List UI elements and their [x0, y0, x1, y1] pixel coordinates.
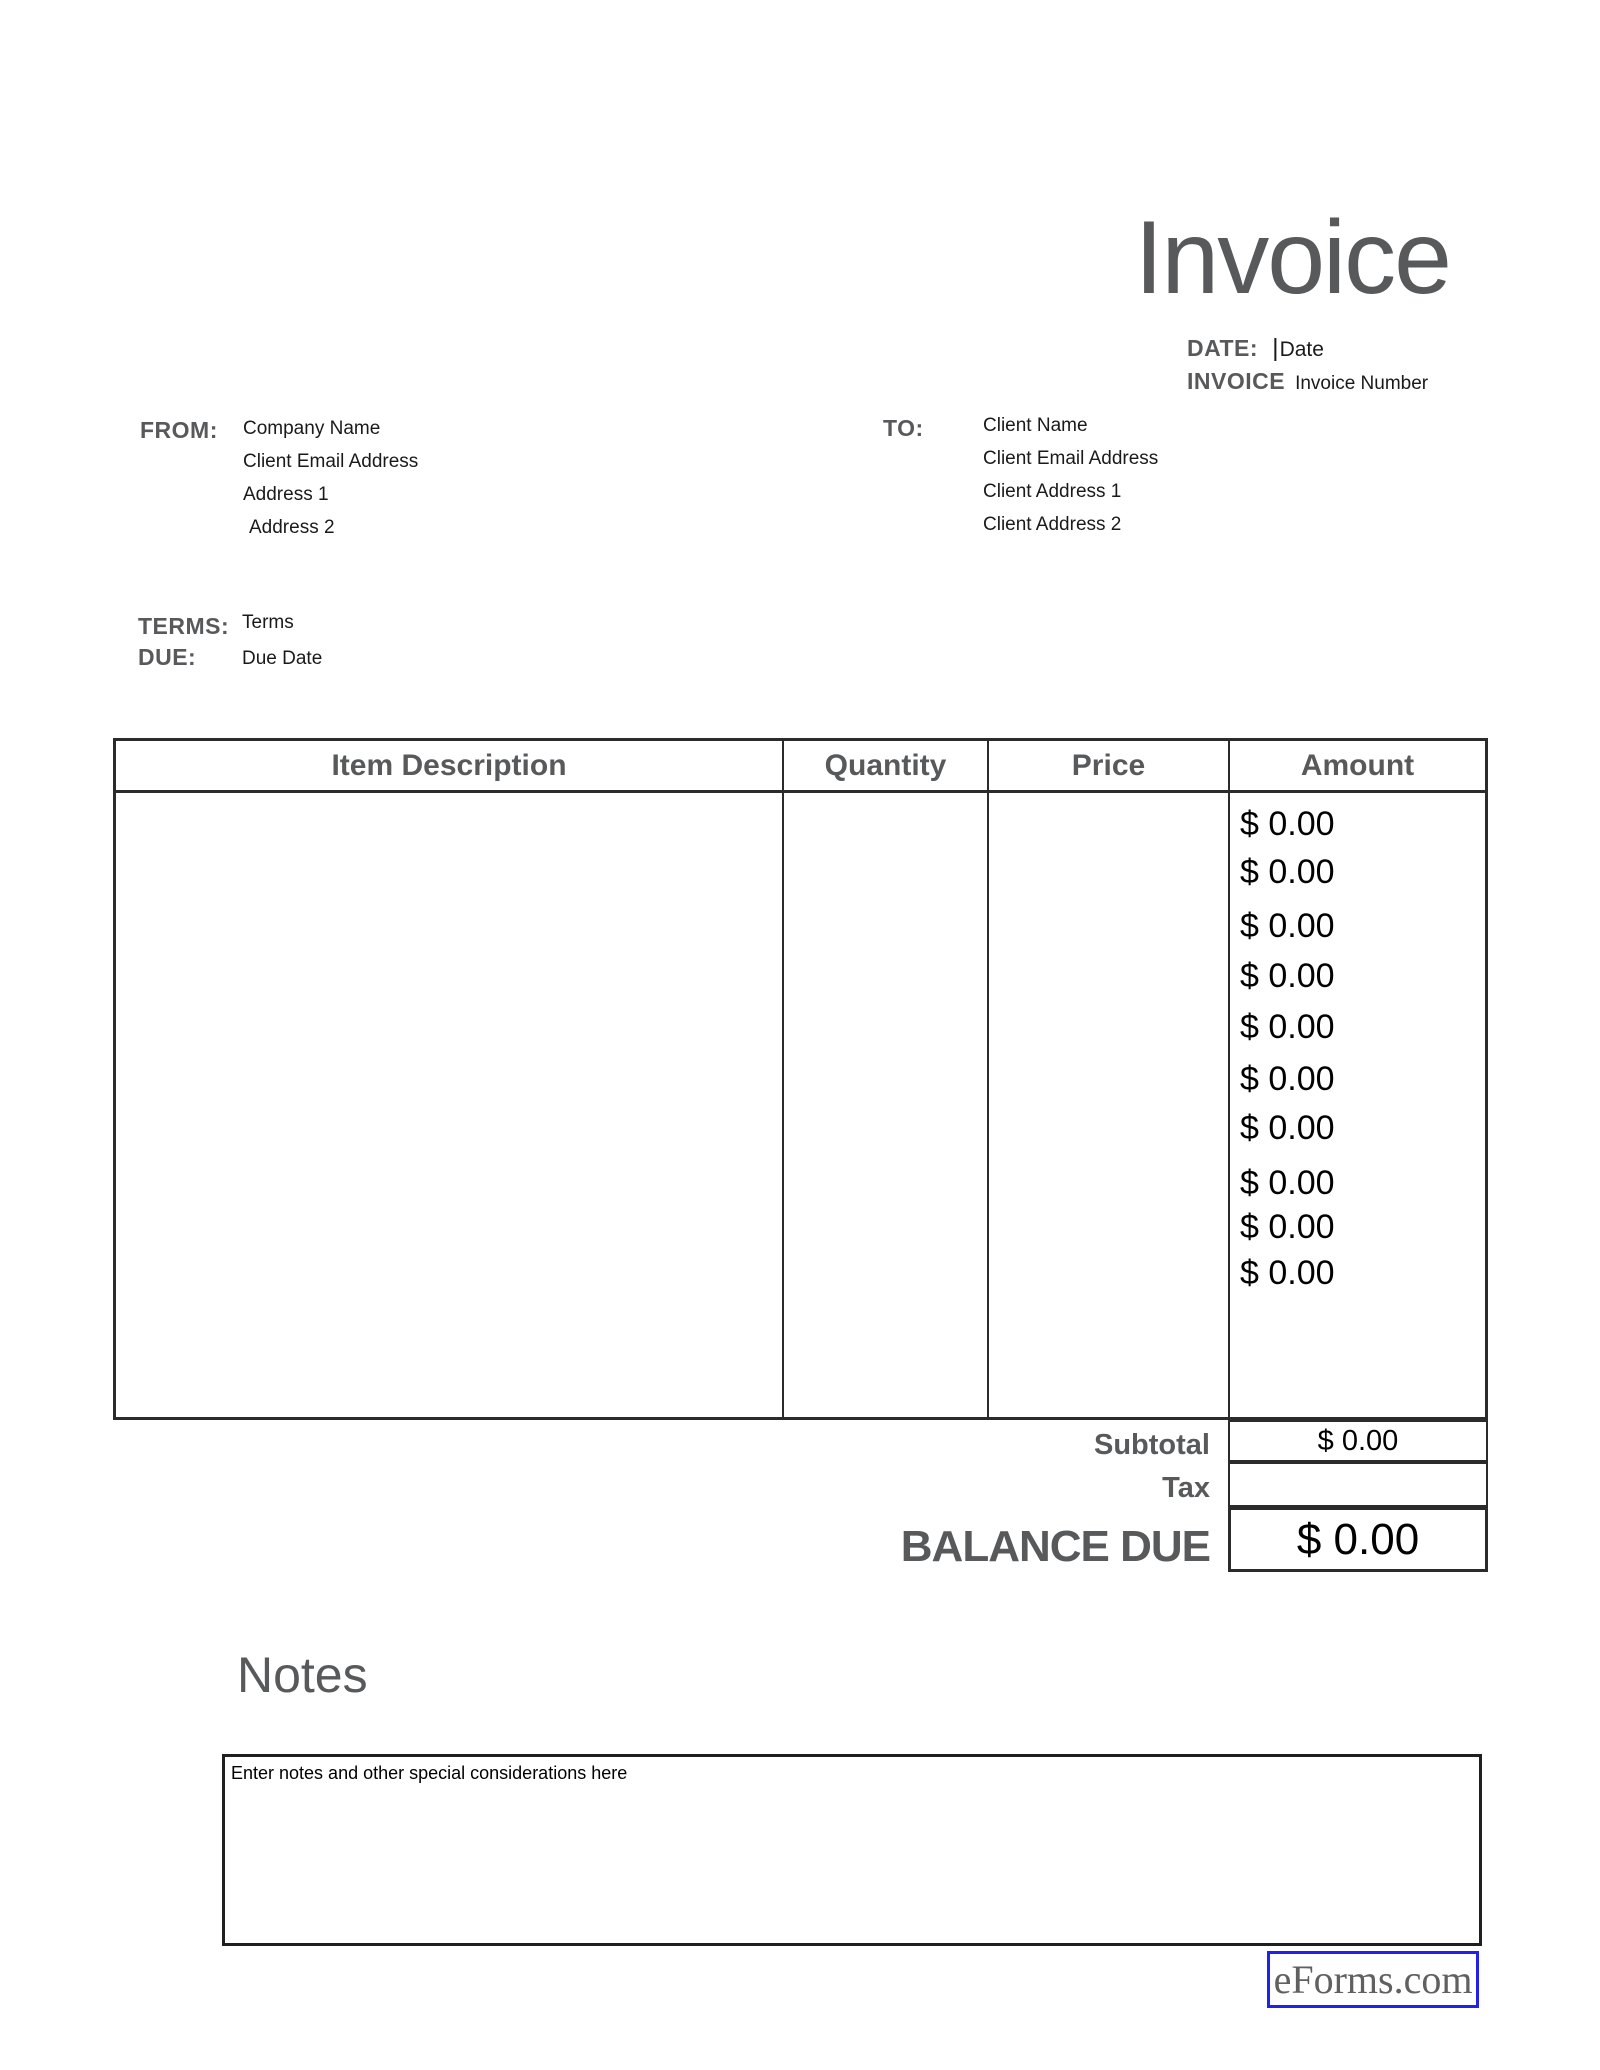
invoice-title: Invoice	[1134, 200, 1450, 316]
terms-field[interactable]: Terms	[242, 612, 294, 633]
invoice-meta	[1187, 334, 1428, 395]
amount-cell: $ 0.00	[1240, 853, 1335, 891]
from-email-field[interactable]: Client Email Address	[243, 451, 419, 472]
invoice-number-row	[1187, 368, 1428, 395]
notes-heading: Notes	[237, 1647, 368, 1703]
amount-cell: $ 0.00	[1240, 1254, 1335, 1292]
balance-due-label: BALANCE DUE	[900, 1522, 1210, 1571]
due-date-field[interactable]: Due Date	[242, 648, 323, 669]
to-client-name-field[interactable]: Client Name	[983, 415, 1088, 436]
quantity-input-area[interactable]	[782, 793, 987, 1417]
column-header-amount: Amount	[1228, 741, 1485, 790]
balance-due-value-box: $ 0.00	[1228, 1507, 1488, 1572]
subtotal-label: Subtotal	[1094, 1429, 1210, 1461]
from-address2-field[interactable]: Address 2	[249, 517, 335, 538]
from-company-field[interactable]: Company Name	[243, 418, 381, 439]
amount-cell: $ 0.00	[1240, 907, 1335, 945]
tax-label: Tax	[1162, 1472, 1210, 1504]
eforms-logo-link[interactable]: eForms.com	[1267, 1951, 1479, 2008]
notes-placeholder: Enter notes and other special considerations here	[231, 1763, 628, 1783]
due-label: DUE:	[138, 644, 197, 670]
amount-column	[1228, 793, 1485, 1417]
to-address2-field[interactable]: Client Address 2	[983, 514, 1122, 535]
from-address1-field[interactable]: Address 1	[243, 484, 329, 505]
amount-cell: $ 0.00	[1240, 1164, 1335, 1202]
to-email-field[interactable]: Client Email Address	[983, 448, 1159, 469]
amount-cell: $ 0.00	[1240, 1208, 1335, 1246]
invoice-number-field[interactable]: Invoice Number	[1295, 373, 1429, 394]
items-table-body	[116, 793, 1485, 1417]
amount-cell: $ 0.00	[1240, 957, 1335, 995]
to-block	[983, 416, 1158, 548]
notes-input-box[interactable]	[222, 1754, 1482, 1946]
amount-cell: $ 0.00	[1240, 1060, 1335, 1098]
tax-input-box[interactable]	[1228, 1462, 1488, 1507]
invoice-number-label: INVOICE	[1187, 368, 1286, 394]
item-description-input-area[interactable]	[116, 793, 782, 1417]
subtotal-value-box: $ 0.00	[1228, 1420, 1488, 1462]
to-label: TO:	[883, 415, 924, 441]
from-label: FROM:	[140, 417, 218, 443]
date-label: DATE:	[1187, 335, 1259, 361]
date-text-cursor: |	[1272, 334, 1279, 362]
amount-cell: $ 0.00	[1240, 805, 1335, 843]
date-row	[1187, 334, 1428, 363]
amount-cell: $ 0.00	[1240, 1109, 1335, 1147]
column-header-price: Price	[987, 741, 1228, 790]
amount-cell: $ 0.00	[1240, 1008, 1335, 1046]
from-block	[243, 419, 418, 551]
items-table	[113, 738, 1488, 1420]
items-table-header	[116, 741, 1485, 793]
column-header-item-description: Item Description	[331, 748, 567, 782]
to-address1-field[interactable]: Client Address 1	[983, 481, 1122, 502]
terms-label: TERMS:	[138, 613, 230, 639]
price-input-area[interactable]	[987, 793, 1228, 1417]
date-field[interactable]: Date	[1279, 338, 1324, 361]
column-header-quantity: Quantity	[782, 741, 987, 790]
